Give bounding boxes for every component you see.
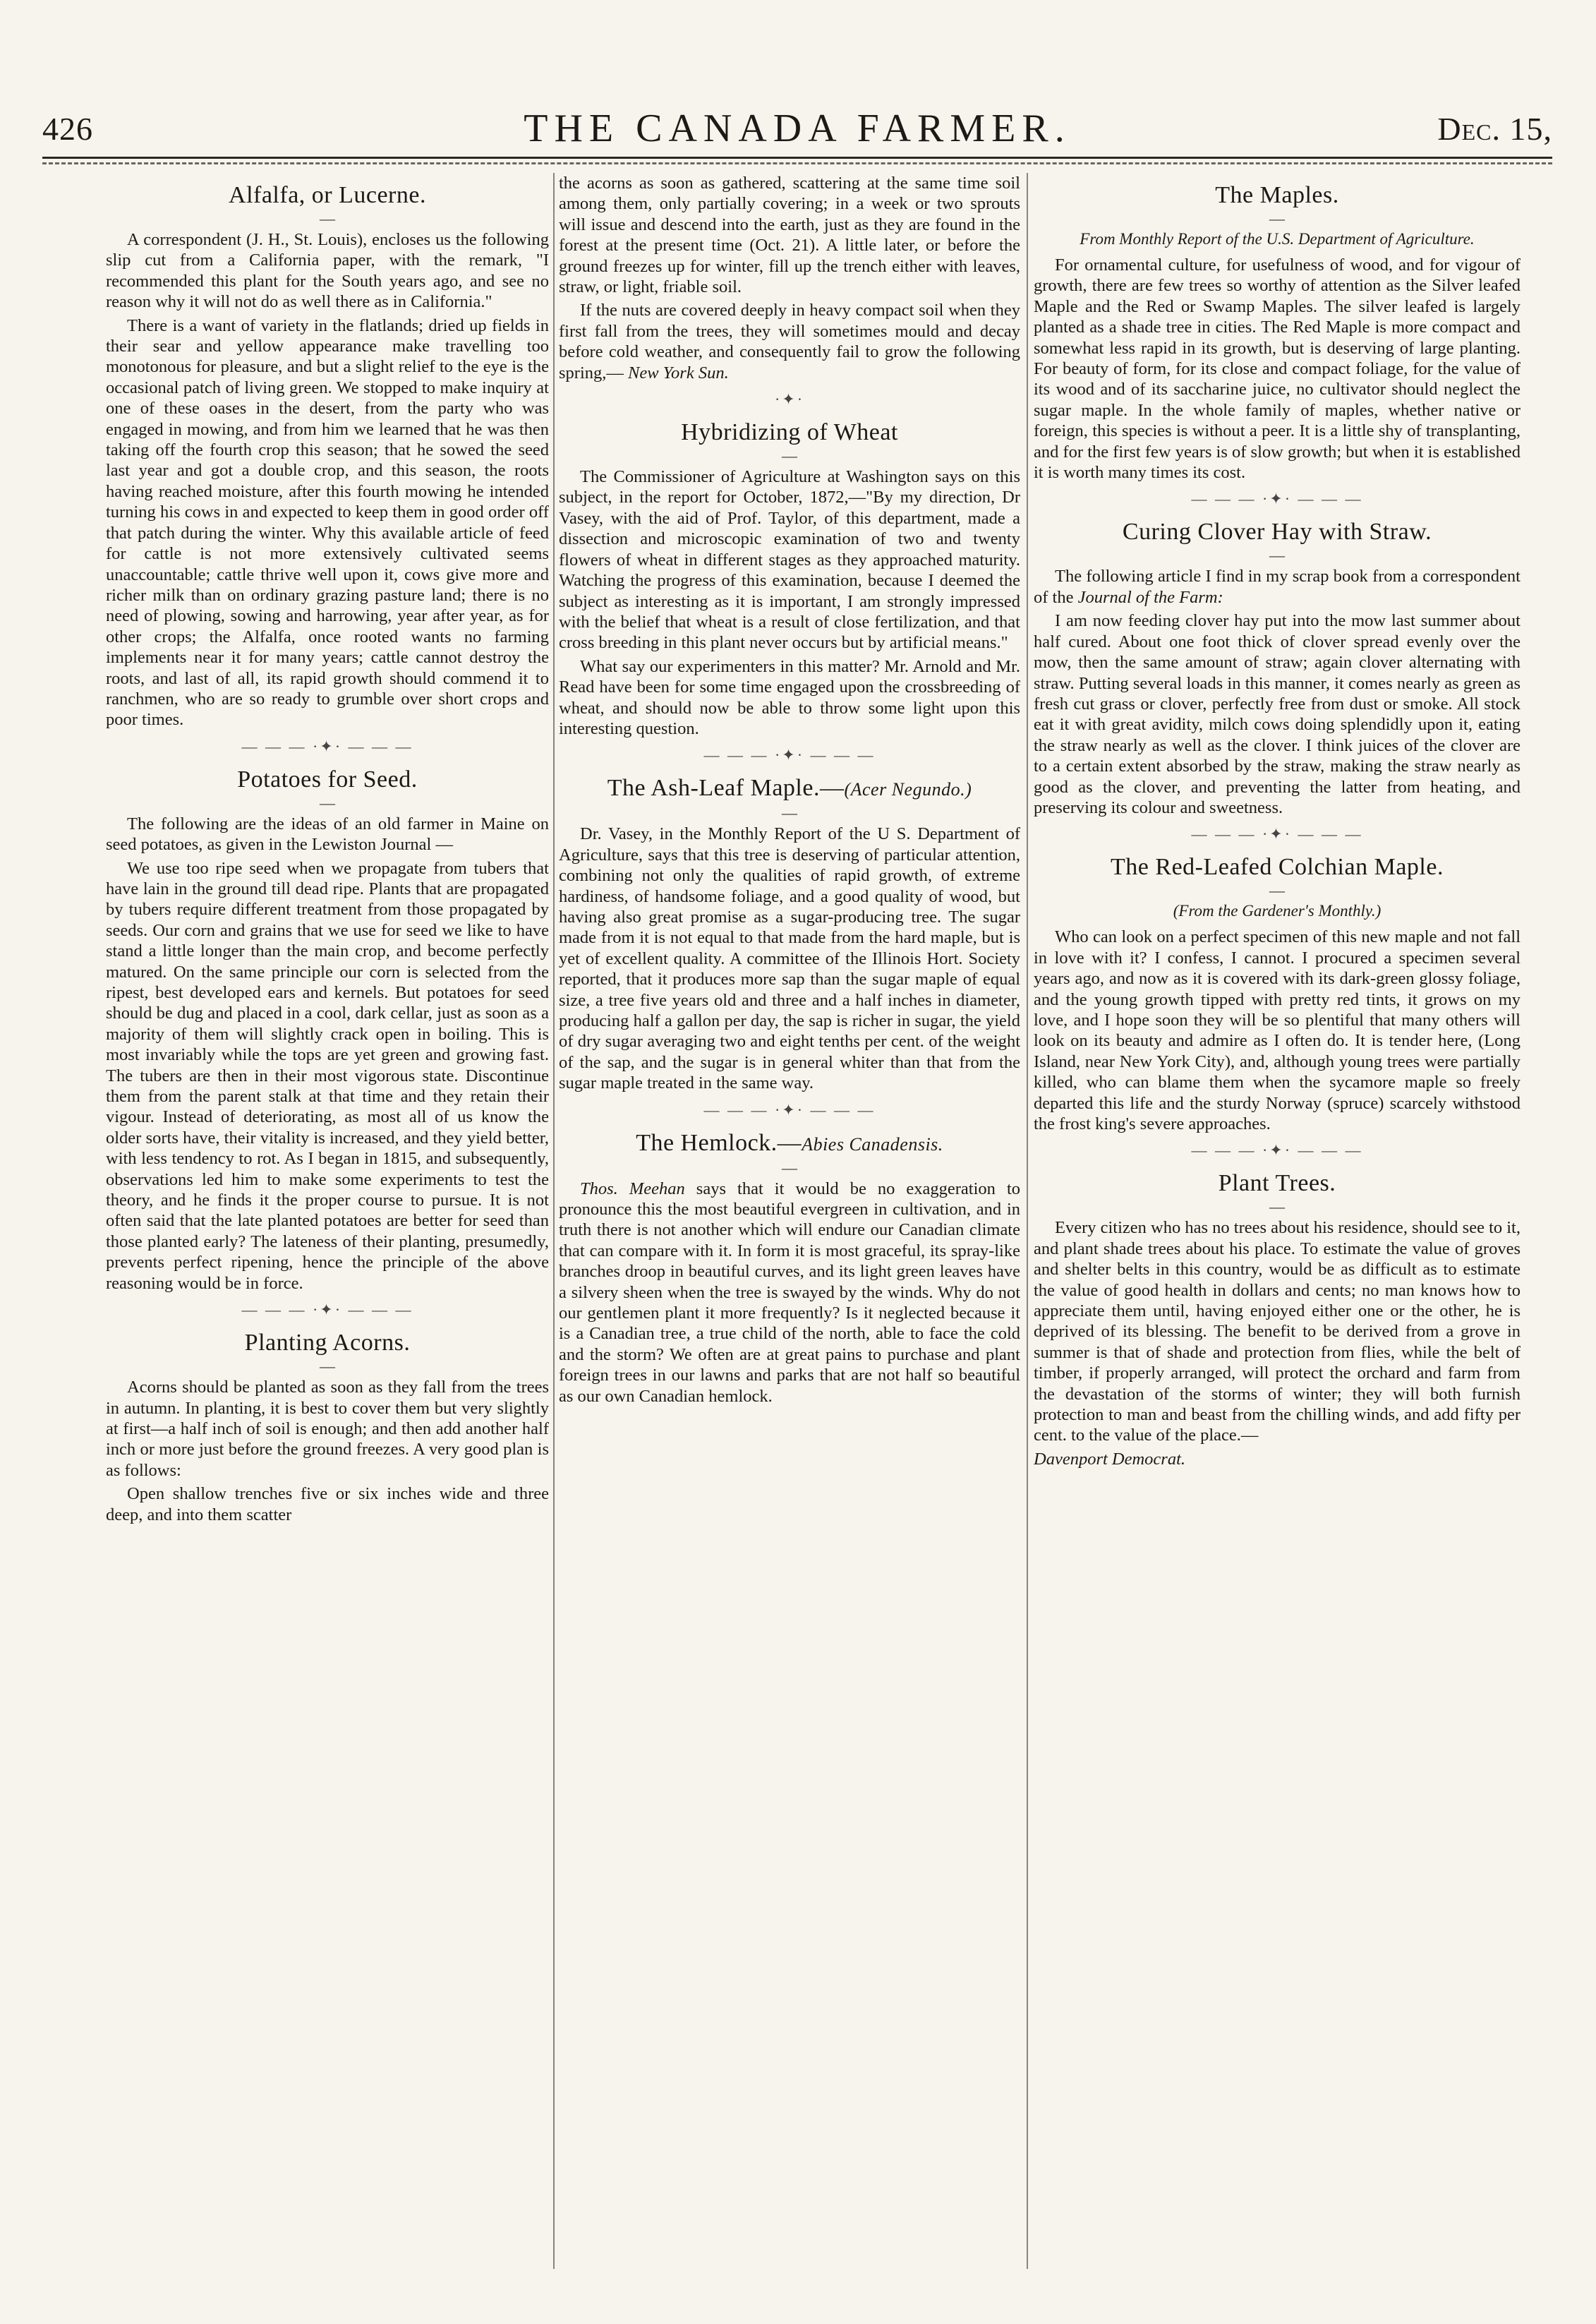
title-dash: — [1269, 881, 1285, 900]
title-dash: — [782, 447, 797, 465]
article-source: (From the Gardener's Monthly.) [1173, 902, 1382, 920]
article-ash-leaf-maple [559, 774, 1020, 1093]
paragraph: What say our experimenters in this matter? Mr. Arnold and Mr. Read have been for some time engaged upon the crossbreeding of wheat, and should now be able to throw some light upon this interesting question. [559, 656, 1020, 738]
paragraph: Every citizen who has no trees about his residence, should see to it, and plant shade trees about his place. To estimate the value of groves and shelter belts in this country, would be as difficult as to estimate the value of good health in dollars and cents; no man knows how to appreciate them until, having enjoyed either one or the other, he is deprived of its blessing. The benefit to be derived from a grove in summer is that of shade and protection from flies, while the belt of timber, if properly arranged, will protect the orchard and farm from the devastation of the storms of winter; they will both furnish protection to man and beast from the chilling winds, and add fifty per cent. to the value of the place.— [1034, 1218, 1521, 1445]
article-source: Journal of the Farm: [1077, 587, 1223, 607]
paragraph: There is a want of variety in the flatlands; dried up fields in their sear and yellow appearance make travelling too monotonous for pleasure, and but a slight relief to the eye is the occasional patch of living green. We stopped to make inquiry at one of these oases in the desert, from the party who was engaged in mowing, and from him we learned that he was then taking off the fourth crop this season; that he sowed the seed last year and got a double crop, and this season, the roots having reached moisture, after this fourth mowing he intended turning his cows in and expected to keep them in good order off that patch during the winter. Why this available article of feed for cattle is not more extensively cultivated seems unaccountable; cattle thrive well upon it, cows give more and richer milk than on ordinary grazing pasture land; there is no need of plowing, sowing and harrowing, year after year, as for other crops; the Alfalfa, once rooted wants no farming implements near it for many years; cattle cannot destroy the roots, and last of all, its rapid growth should commend it to ranchmen, who are so ready to grumble over short crops and poor times. [106, 315, 549, 730]
paragraph: Acorns should be planted as soon as they fall from the trees in autumn. In planting, it is best to cover them but very slightly at first—a half inch of soil is enough; and then add another half inch or more just before the ground freezes. A very good plan is as follows: [106, 1378, 549, 1480]
separator-ornament: — — — ·✦· — — — [703, 1100, 876, 1119]
article-title: Potatoes for Seed. [237, 766, 418, 793]
column-left [106, 173, 549, 2272]
paragraph: A correspondent (J. H., St. Louis), encloses us the following slip cut from a California paper, with the remark, "I recommended this plant for the South years ago, and see no reason why it will not do as well there as in California." [106, 230, 549, 312]
article-plant-trees [1034, 1169, 1521, 1469]
title-dash: — [1269, 546, 1285, 565]
title-dash: — [1269, 210, 1285, 227]
paragraph-text: The following article I find in my scrap book from a correspondent of the [1034, 567, 1521, 607]
article-clover-hay [1034, 518, 1521, 818]
separator-ornament: — — — ·✦· — — — [241, 737, 413, 755]
column-right [1034, 173, 1521, 2272]
article-source: New York Sun. [628, 363, 729, 383]
article-title [559, 774, 1020, 804]
header-rule [42, 157, 1552, 159]
paragraph: the acorns as soon as gathered, scattering at the same time soil among them, only partially covering; in a week or two sprouts will issue and descend into the earth, just as they are found in the forest at the present time (Oct. 21). A little later, or before the ground freezes up for winter, fill up the trench either with leaves, straw, or light, friable soil. [559, 174, 1020, 297]
paragraph: I am now feeding clover hay put into the mow last summer about half cured. About one foot thick of clover spread evenly over the mow, then the same amount of straw; again clover alternating with straw. Putting several loads in this manner, it comes nearly as green as fresh cut grass or clover, perfectly free from dust or smoke. All stock eat it with great avidity, milch cows doing splendidly upon it, eating the straw nearly as well as the clover. I think juices of the clover are to a certain extent absorbed by the straw, making the straw nearly as good as the clover, and preventing the latter from heating, and preserving its colour and sweetness. [1034, 611, 1521, 817]
article-acorns-continued [559, 173, 1020, 383]
paragraph: The Commissioner of Agriculture at Washington says on this subject, in the report for October, 1872,—"By my direction, Dr Vasey, with the aid of Prof. Taylor, of this department, made a dissection and microscopic examination of two and twenty flowers of wheat in different stages as they approached maturity. Watching the progress of this examination, because I deemed the subject as interesting as it is important, I am strongly impressed with the belief that wheat is a result of close fertilization, and that cross breeding in this plant never occurs but by artificial means." [559, 467, 1020, 653]
title-dash: — [320, 1357, 335, 1375]
column-divider [1027, 173, 1028, 2269]
separator-ornament: — — — ·✦· — — — [703, 746, 876, 764]
separator-ornament: — — — ·✦· — — — [1191, 1141, 1363, 1160]
newspaper-title: THE CANADA FARMER. [524, 107, 1071, 150]
article-acorns [106, 1329, 549, 1525]
article-source: Davenport Democrat. [1034, 1449, 1186, 1469]
paragraph [559, 1179, 1020, 1407]
paragraph-text: says that it would be no exaggeration to pronounce this the most beautiful evergreen in cultivation, and in truth there is not another which will endure our Canadian climate that can compare with it. In form it is most graceful, its spray-like branches droop in beautiful curves, and its light green leaves have a silvery sheen when the tree is swayed by the winds. Why do not our gentlemen plant it more frequently? Is it neglected because it is a Canadian tree, a true child of the north, able to face the cold and the storm? We often are at great pains to purchase and plant foreign trees in our lawns and parks that are not half so beautiful as our own Canadian hemlock. [559, 1179, 1020, 1406]
paragraph: We use too ripe seed when we propagate from tubers that have lain in the ground till dead ripe. Plants that are propagated by tubers require different treatment from those propagated by seeds. Our corn and grains that we use for seed we like to have stand a little longer than the main crop, and become perfectly matured. On the same principle our corn is selected from the ripest, best developed ears and kernels. But potatoes for seed should be dug and placed in a cool, dark cellar, just as soon as a majority of them will slightly crack open in boiling. This is most invariably while the tops are yet green and growing fast. The tubers are then in their most vigorous state. Discontinue them from the parent stalk at that time and they retain their vigour. Instead of deteriorating, as most all of us know the older sorts have, their vitality is increased, and they yield better, with less tendency to rot. As I began in 1815, and subsequently, observations led him to make some experiments to test the theory, and he finds it the proper course to pursue. It is not often said that the late planted potatoes are better for seed than those planted early? The lateness of their planting, presumedly, prevents perfect ripening, hence the principle of the above reasoning would be in force. [106, 858, 549, 1293]
article-title: Planting Acorns. [244, 1330, 411, 1356]
article-title: The Red-Leafed Colchian Maple. [1111, 854, 1444, 881]
paragraph: Dr. Vasey, in the Monthly Report of the U S. Department of Agriculture, says that this tree is deserving of particular attention, combining not only the qualities of rapid growth, of extreme hardiness, of handsome foliage, and a good quality of wood, but having also great promise as a sugar-producing tree. The sugar made from it is not equal to that made from the hard maple, but is yet of excellent quality. A committee of the Illinois Hort. Society reported, that it produces more sap than the sugar maple of equal size, a tree five years old and three and a half inches in diameter, producing half a gallon per day, the sap is richer in sugar, the yield of dry sugar averaging two and eight tenths per cent. of the weight of the sap, and the sugar is in general whiter than that from the sugar maple treated in the same way. [559, 824, 1020, 1093]
article-title: Hybridizing of Wheat [681, 419, 898, 446]
page-number: 426 [42, 111, 93, 147]
article-wheat [559, 419, 1020, 739]
title-text: The Hemlock.— [636, 1129, 802, 1156]
separator-ornament: ·✦· [774, 390, 805, 409]
article-maples [1034, 181, 1521, 483]
header-dashed-rule [42, 162, 1552, 164]
article-title: Plant Trees. [1218, 1170, 1336, 1197]
separator-ornament: — — — ·✦· — — — [241, 1301, 413, 1319]
article-title [559, 1129, 1020, 1159]
separator-ornament: — — — ·✦· — — — [1191, 490, 1363, 508]
masthead [42, 106, 1552, 155]
article-hemlock [559, 1129, 1020, 1407]
article-title: Curing Clover Hay with Straw. [1122, 519, 1432, 546]
article-title: The Maples. [1215, 182, 1339, 208]
article-source: From Monthly Report of the U.S. Department of Agriculture. [1080, 230, 1475, 248]
title-dash: — [1269, 1198, 1285, 1216]
paragraph-text: If the nuts are covered deeply in heavy compact soil when they first fall from the trees, they will sometimes mould and decay before cold weather, and consequently fail to grow the following spring,— [559, 301, 1020, 383]
article-alfalfa [106, 181, 549, 730]
paragraph: Who can look on a perfect specimen of this new maple and not fall in love with it? I confess, I cannot. I procured a specimen several years ago, and now as it is covered with its dark-green glossy foliage, and the young growth tipped with pretty red tints, it grows on my love, and I hope soon they will be so plentiful that many others will look on its beauty and admire as I often do. It is tender here, (Long Island, near New York City), and, although young trees were partially killed, who can blame them when the sycamore maple so freely departed this life and the sturdy Norway (spruce) scarcely withstood the frost king's severe approaches. [1034, 927, 1521, 1133]
title-dash: — [782, 1158, 797, 1176]
title-latin: (Acer Negundo.) [844, 779, 972, 800]
article-potatoes [106, 766, 549, 1294]
paragraph [559, 300, 1020, 383]
column-middle [559, 173, 1020, 2272]
article-title: Alfalfa, or Lucerne. [229, 182, 426, 208]
separator-ornament: — — — ·✦· — — — [1191, 825, 1363, 843]
title-dash: — [320, 210, 335, 227]
issue-date: Dec. 15, [1437, 111, 1552, 147]
author-name: Thos. Meehan [580, 1179, 685, 1198]
paragraph: The following are the ideas of an old farmer in Maine on seed potatoes, as given in the Lewiston Journal — [106, 814, 549, 855]
article-colchian-maple [1034, 853, 1521, 1134]
title-latin: Abies Canadensis. [802, 1133, 943, 1155]
paragraph [1034, 566, 1521, 608]
title-dash: — [320, 793, 335, 812]
paragraph: For ornamental culture, for usefulness of wood, and for vigour of growth, there are few trees so worthy of attention as the Silver leafed Maple and the Red or Swamp Maples. The silver leafed is largely planted as a shade tree in cities. The Red Maple is more compact and somewhat less rapid in its growth, but is deserving of large planting. For beauty of form, for its close and compact foliage, for the value of its wood and of its saccharine juice, no cultivator should neglect the sugar maple. In the whole family of maples, whether native or foreign, this species is without a peer. It is a little shy of transplanting, and for the first few years is of slow growth; but when it is established it is worth many times its cost. [1034, 255, 1521, 483]
column-divider [553, 173, 555, 2269]
paragraph: Open shallow trenches five or six inches wide and three deep, and into them scatter [106, 1484, 549, 1524]
title-text: The Ash-Leaf Maple.— [607, 775, 845, 802]
title-dash: — [782, 804, 797, 822]
